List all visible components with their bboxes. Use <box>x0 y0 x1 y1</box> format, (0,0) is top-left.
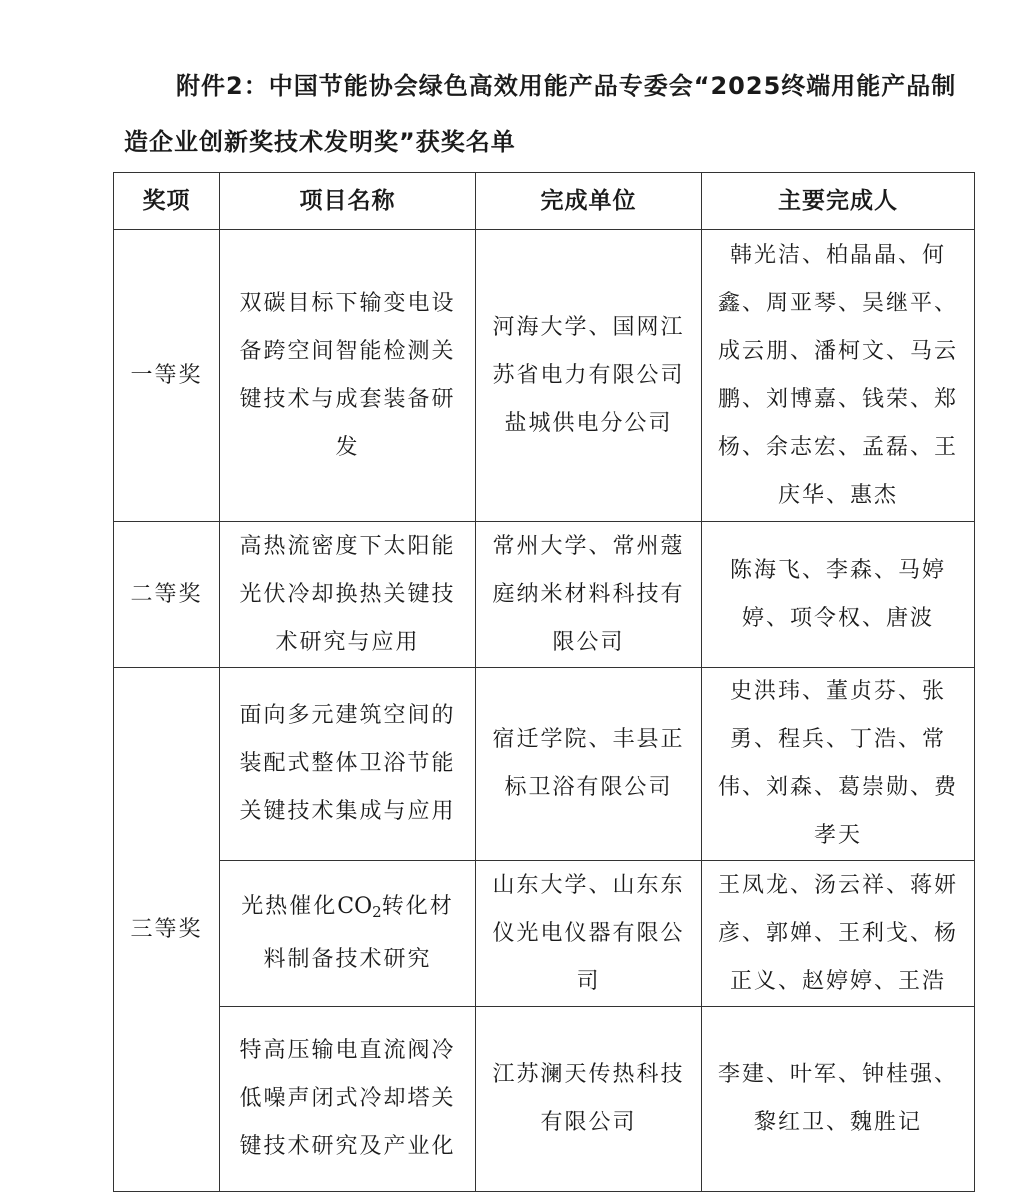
award-cell: 二等奖 <box>114 522 220 668</box>
project-cell <box>220 1007 476 1192</box>
project-name-part: 转化材料制备技术研究 <box>263 894 454 972</box>
people-cell <box>702 230 975 522</box>
unit-cell <box>476 668 702 861</box>
project-name: 高热流密度下太阳能光伏冷却换热关键技术研究与应用 <box>239 533 456 655</box>
unit-cell <box>476 522 702 668</box>
people-names: 韩光洁、柏晶晶、何鑫、周亚琴、吴继平、成云朋、潘柯文、马云鹏、刘博嘉、钱荣、郑杨、余志宏、孟磊、王庆华、惠杰 <box>717 242 958 508</box>
unit-name: 河海大学、国网江苏省电力有限公司盐城供电分公司 <box>492 314 685 436</box>
unit-name: 江苏澜天传热科技有限公司 <box>492 1062 685 1135</box>
people-names: 王凤龙、汤云祥、蒋妍彦、郭婵、王利戈、杨正义、赵婷婷、王浩 <box>717 872 958 994</box>
project-name: 双碳目标下输变电设备跨空间智能检测关键技术与成套装备研发 <box>239 290 456 460</box>
unit-name: 常州大学、常州蔻庭纳米材料科技有限公司 <box>492 533 685 655</box>
people-names: 陈海飞、李森、马婷婷、项令权、唐波 <box>729 557 946 631</box>
people-cell <box>702 522 975 668</box>
project-cell <box>220 861 476 1007</box>
unit-cell <box>476 861 702 1007</box>
people-names: 李建、叶军、钟桂强、黎红卫、魏胜记 <box>717 1062 958 1135</box>
header-award: 奖项 <box>114 173 220 230</box>
header-people: 主要完成人 <box>702 173 975 230</box>
chem-subscript: 2 <box>372 903 382 921</box>
unit-name: 山东大学、山东东仪光电仪器有限公司 <box>492 872 685 994</box>
project-cell <box>220 668 476 861</box>
project-name: 面向多元建筑空间的装配式整体卫浴节能关键技术集成与应用 <box>239 703 456 824</box>
people-cell <box>702 1007 975 1192</box>
table-row <box>114 522 975 668</box>
table-header-row <box>114 173 975 230</box>
title-line-1: 附件2：中国节能协会绿色高效用能产品专委会“2025终端用能产品制 <box>176 72 957 100</box>
header-unit: 完成单位 <box>476 173 702 230</box>
project-name-part: 光热催化 <box>241 894 338 919</box>
project-name <box>230 883 465 984</box>
document-title <box>124 58 974 170</box>
unit-cell <box>476 1007 702 1192</box>
table-row <box>114 230 975 522</box>
project-cell <box>220 522 476 668</box>
award-cell: 一等奖 <box>114 230 220 522</box>
people-cell <box>702 668 975 861</box>
project-name: 特高压输电直流阀冷低噪声闭式冷却塔关键技术研究及产业化 <box>239 1038 456 1159</box>
chem-formula: CO <box>337 894 373 919</box>
header-project: 项目名称 <box>220 173 476 230</box>
award-table <box>113 172 975 1192</box>
table-row <box>114 668 975 861</box>
table-row <box>114 861 975 1007</box>
unit-cell <box>476 230 702 522</box>
people-cell <box>702 861 975 1007</box>
award-cell: 三等奖 <box>114 668 220 1192</box>
project-cell <box>220 230 476 522</box>
table-row <box>114 1007 975 1192</box>
people-names: 史洪玮、董贞芬、张勇、程兵、丁浩、常伟、刘森、葛崇勋、费孝天 <box>717 679 958 848</box>
title-line-2: 造企业创新奖技术发明奖”获奖名单 <box>124 128 516 156</box>
unit-name: 宿迁学院、丰县正标卫浴有限公司 <box>492 727 685 800</box>
